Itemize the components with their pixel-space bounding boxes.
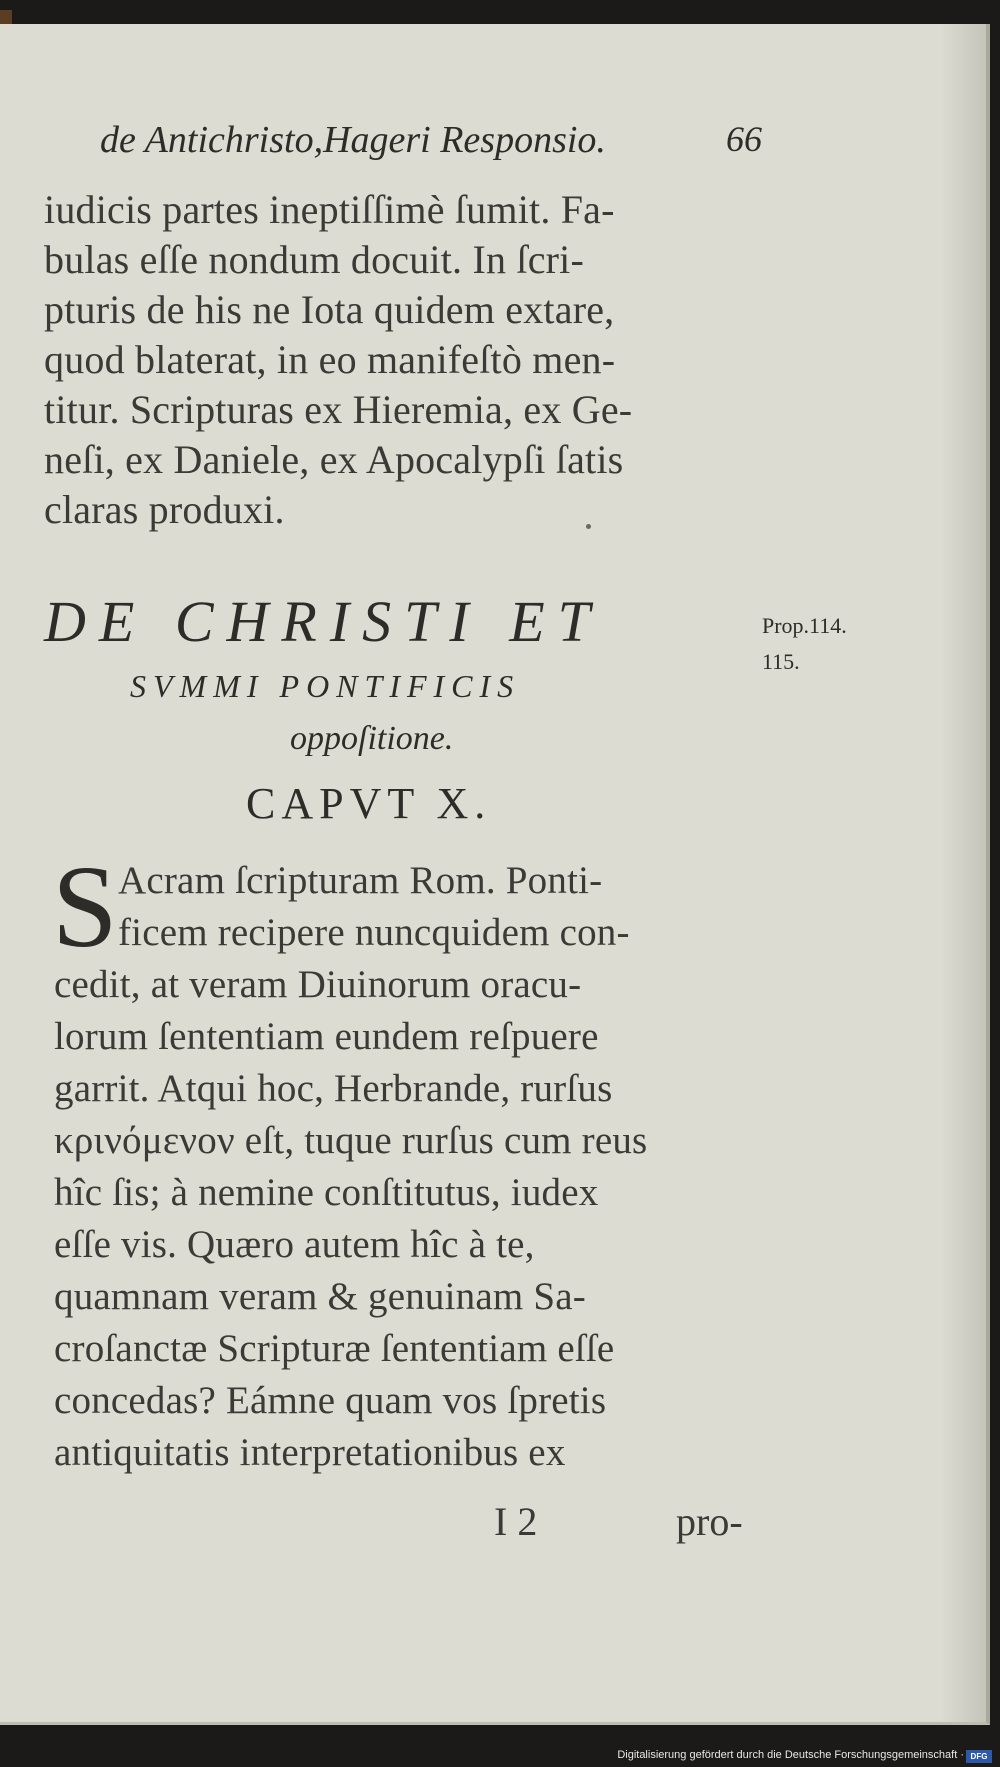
text-line: quod blaterat, in eo manifeſtò men- — [44, 337, 616, 382]
text-line: neſi, ex Daniele, ex Apocalypſi ſatis — [44, 437, 624, 482]
chapter-subtitle: SVMMI PONTIFICIS — [130, 668, 521, 704]
chapter-subtitle-continuation: oppoſitione. — [290, 720, 454, 757]
text-line: lorum ſententiam eundem reſpuere — [54, 1015, 599, 1058]
chapter-title: DE CHRISTI ET — [44, 589, 603, 654]
drop-cap: S — [52, 841, 118, 972]
text-line: hîc ſis; à nemine conſtitutus, iudex — [54, 1171, 599, 1214]
text-line: Acram ſcripturam Rom. Ponti- — [118, 859, 603, 902]
text-line: antiquitatis interpretationibus ex — [54, 1431, 566, 1474]
margin-note — [762, 608, 862, 680]
catchword: pro- — [676, 1499, 743, 1544]
digitization-credit: Digitalisierung gefördert durch die Deutsche Forschungsgemeinschaft · — [617, 1749, 964, 1761]
margin-note-line: 115. — [762, 649, 800, 674]
text-line: garrit. Atqui hoc, Herbrande, rurſus — [54, 1067, 613, 1110]
chapter-number-heading: CAPVT X. — [246, 779, 492, 828]
dfg-logo: DFG — [966, 1750, 992, 1763]
text-line: concedas? Eámne quam vos ſpretis — [54, 1379, 607, 1422]
text-line: titur. Scripturas ex Hieremia, ex Ge- — [44, 387, 633, 432]
text-line: cedit, at veram Diuinorum oracu- — [54, 963, 582, 1006]
text-line: iudicis partes ineptiſſimè ſumit. Fa- — [44, 187, 615, 232]
ink-speck — [586, 524, 591, 529]
running-head: de Antichristo,Hageri Responsio. — [100, 119, 606, 161]
text-line: croſanctæ Scripturæ ſententiam eſſe — [54, 1327, 615, 1370]
page-header — [100, 118, 762, 164]
margin-note-line: Prop.114. — [762, 613, 847, 638]
text-line: bulas eſſe nondum docuit. In ſcri- — [44, 237, 585, 282]
signature-mark: I 2 — [494, 1499, 538, 1544]
text-line: quamnam veram & genuinam Sa- — [54, 1275, 586, 1318]
text-line: claras produxi. — [44, 487, 285, 532]
page-number: 66 — [726, 119, 762, 159]
text-line: eſſe vis. Quæro autem hîc à te, — [54, 1223, 535, 1266]
text-line: pturis de his ne Iota quidem extare, — [44, 287, 615, 332]
page-edge-shadow — [940, 24, 986, 1722]
text-line: ficem recipere nuncquidem con- — [118, 911, 630, 954]
text-line: κρινόμενον eſt, tuque rurſus cum reus — [54, 1119, 648, 1162]
